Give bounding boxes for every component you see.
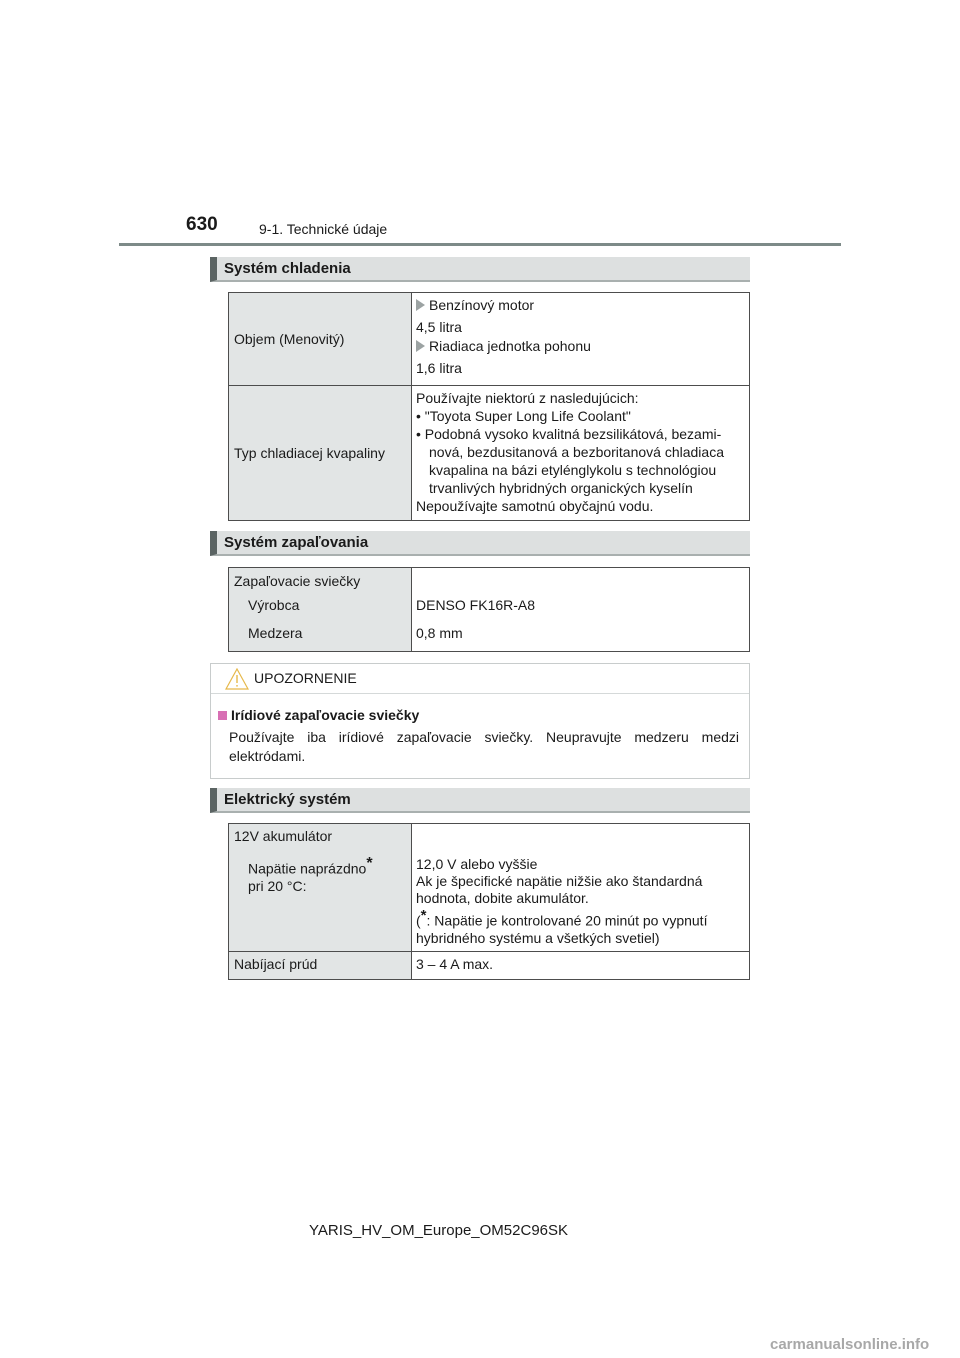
warning-triangle-icon — [225, 668, 249, 690]
gas-engine-label: Benzínový motor — [429, 297, 535, 313]
watermark: carmanualsonline.info — [770, 1336, 930, 1353]
page-number: 630 — [186, 214, 218, 235]
coolant-note: Nepoužívajte samotnú obyčajnú vodu. — [416, 498, 654, 514]
gap-value: 0,8 mm — [416, 625, 463, 641]
voltage-label — [234, 855, 411, 878]
coolant-type-label-text: Typ chladiacej kvapaliny — [234, 444, 385, 461]
maker-value: DENSO FK16R-A8 — [416, 597, 536, 613]
capacity-label — [229, 293, 412, 386]
pcu-value: 1,6 litra — [416, 360, 462, 376]
pcu-label: Riadiaca jednotka pohonu — [429, 338, 591, 354]
voltage-temp: pri 20 °C: — [248, 877, 307, 894]
coolant-type-value — [412, 386, 750, 521]
table-row — [229, 386, 750, 521]
section-heading-cooling: Systém chladenia — [210, 257, 750, 282]
asterisk-mark: * — [366, 855, 373, 872]
cooling-table — [228, 292, 750, 521]
spark-plugs-values — [412, 568, 750, 652]
table-row — [229, 952, 750, 980]
table-row — [229, 293, 750, 386]
coolant-option-2: • Podobná vysoko kvalitná bezsilikátová, bezami-nová, bezdusitanová a bezboritanová chladiaca kvapalina na bázi etylénglykolu s technológiou trvanlivých hybridných organických kyselín — [416, 426, 724, 496]
warning-header — [211, 664, 749, 694]
charging-label-text: Nabíjací prúd — [234, 956, 318, 972]
electrical-table — [228, 823, 750, 980]
voltage-label-text: Napätie naprázdno — [248, 860, 367, 877]
coolant-type-label — [229, 386, 412, 521]
voltage-footnote: (*: Napätie je kontrolované 20 minút po vypnutí hybridného systému a všetkých svetiel) — [416, 907, 708, 946]
charging-label — [229, 952, 412, 980]
section-heading-ignition: Systém zapaľovania — [210, 531, 750, 556]
charging-value — [412, 952, 750, 980]
asterisk-mark: * — [420, 907, 427, 924]
capacity-label-text: Objem (Menovitý) — [234, 330, 345, 347]
triangle-bullet-icon — [416, 299, 425, 311]
pcu-row — [416, 338, 745, 355]
warning-body — [218, 706, 739, 766]
battery-title: 12V akumulátor — [234, 828, 333, 844]
table-row — [229, 568, 750, 652]
warning-item-text: Používajte iba irídiové zapaľovacie sviečky. Neupravujte medzeru medzi elektródami. — [229, 729, 739, 764]
charging-value-text: 3 – 4 A max. — [416, 956, 494, 972]
spark-plugs-label — [229, 568, 412, 652]
warning-title: UPOZORNENIE — [254, 670, 357, 686]
header-rule — [119, 243, 841, 246]
document-code: YARIS_HV_OM_Europe_OM52C96SK — [309, 1222, 569, 1239]
gas-engine-row — [416, 297, 745, 314]
ignition-table — [228, 567, 750, 652]
gap-label: Medzera — [248, 625, 303, 641]
coolant-intro: Používajte niektorú z nasledujúcich: — [416, 390, 639, 406]
chapter-title: 9-1. Technické údaje — [259, 221, 388, 237]
triangle-bullet-icon — [416, 340, 425, 352]
voltage-footnote-text: : Napätie je kontrolované 20 minút po vypnutí hybridného systému a všetkých svetiel) — [416, 912, 708, 946]
voltage-value: 12,0 V alebo vyššie — [416, 856, 538, 872]
table-row — [229, 824, 750, 952]
square-bullet-icon — [218, 711, 227, 720]
battery-label — [229, 824, 412, 952]
coolant-option-1: • "Toyota Super Long Life Coolant" — [416, 408, 631, 424]
maker-label: Výrobca — [248, 597, 300, 613]
gas-engine-value: 4,5 litra — [416, 319, 462, 335]
voltage-note: Ak je špecifické napätie nižšie ako štandardná hodnota, dobite akumulátor. — [416, 873, 703, 906]
warning-item-title-text: Irídiové zapaľovacie sviečky — [231, 707, 420, 723]
spark-plugs-title: Zapaľovacie sviečky — [234, 573, 361, 589]
warning-box — [210, 663, 750, 779]
warning-item-title — [218, 706, 739, 725]
battery-values — [412, 824, 750, 952]
section-heading-electrical: Elektrický systém — [210, 788, 750, 813]
capacity-value — [412, 293, 750, 386]
